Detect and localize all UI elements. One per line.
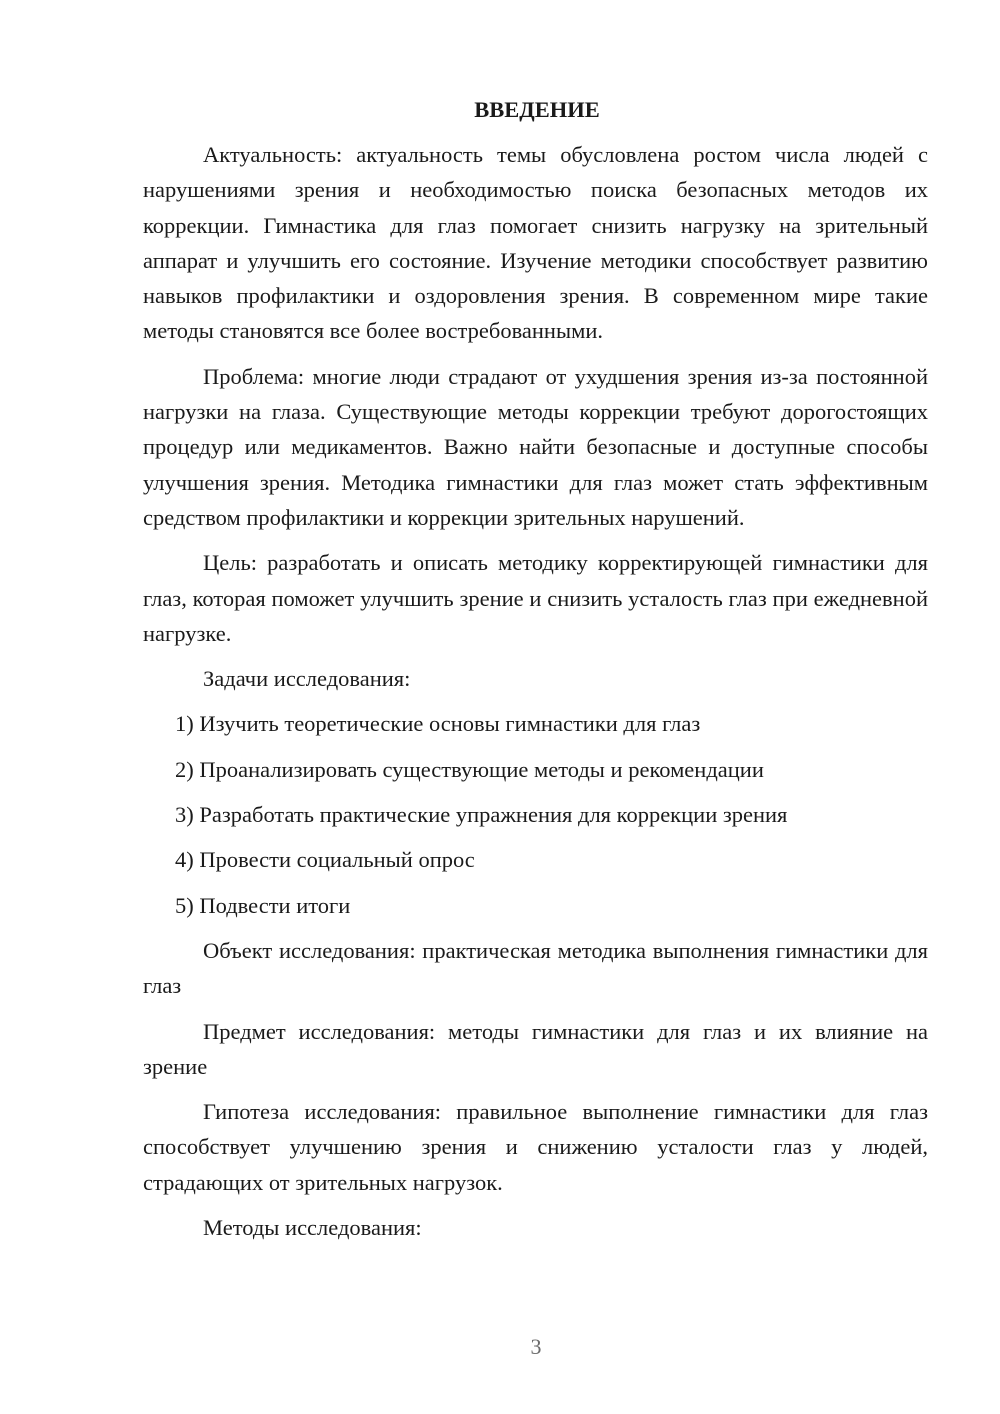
list-item: 1) Изучить теоретические основы гимнастики для глаз: [175, 711, 701, 737]
tasks-heading: Задачи исследования:: [203, 666, 411, 692]
list-item: 4) Провести социальный опрос: [175, 847, 475, 873]
document-page: [143, 92, 928, 1245]
paragraph-subject: Предмет исследования: методы гимнастики для глаз и их влияние на зрение: [143, 1018, 928, 1079]
paragraph-problem: Проблема: многие люди страдают от ухудшения зрения из-за постоянной нагрузки на глаза. Существующие методы коррекции требуют дорогостоящих процедур или медикаментов. Важно найти безопасные и доступные способы улучшения зрения. Методика гимнастики для глаз может стать эффективным средством профилактики и коррекции зрительных нарушений.: [143, 363, 928, 530]
list-item: 3) Разработать практические упражнения для коррекции зрения: [175, 802, 788, 828]
list-item: 2) Проанализировать существующие методы и рекомендации: [175, 756, 764, 782]
methods-heading: Методы исследования:: [203, 1215, 422, 1241]
paragraph-relevance: Актуальность: актуальность темы обусловлена ростом числа людей с нарушениями зрения и необходимостью поиска безопасных методов их коррекции. Гимнастика для глаз помогает снизить нагрузку на зрительный аппарат и улучшить его состояние. Изучение методики способствует развитию навыков профилактики и оздоровления зрения. В современном мире такие методы становятся все более востребованными.: [143, 142, 928, 344]
paragraph-object: Объект исследования: практическая методика выполнения гимнастики для глаз: [143, 937, 928, 999]
paragraph-hypothesis: Гипотеза исследования: правильное выполнение гимнастики для глаз способствует улучшению зрения и снижению усталости глаз у людей, страдающих от зрительных нагрузок.: [143, 1099, 928, 1195]
page-title: ВВЕДЕНИЕ: [474, 97, 600, 122]
page-number: 3: [530, 1334, 542, 1359]
list-item: 5) Подвести итоги: [175, 892, 351, 918]
paragraph-goal: Цель: разработать и описать методику корректирующей гимнастики для глаз, которая поможет улучшить зрение и снизить усталость глаз при ежедневной нагрузке.: [143, 550, 928, 646]
